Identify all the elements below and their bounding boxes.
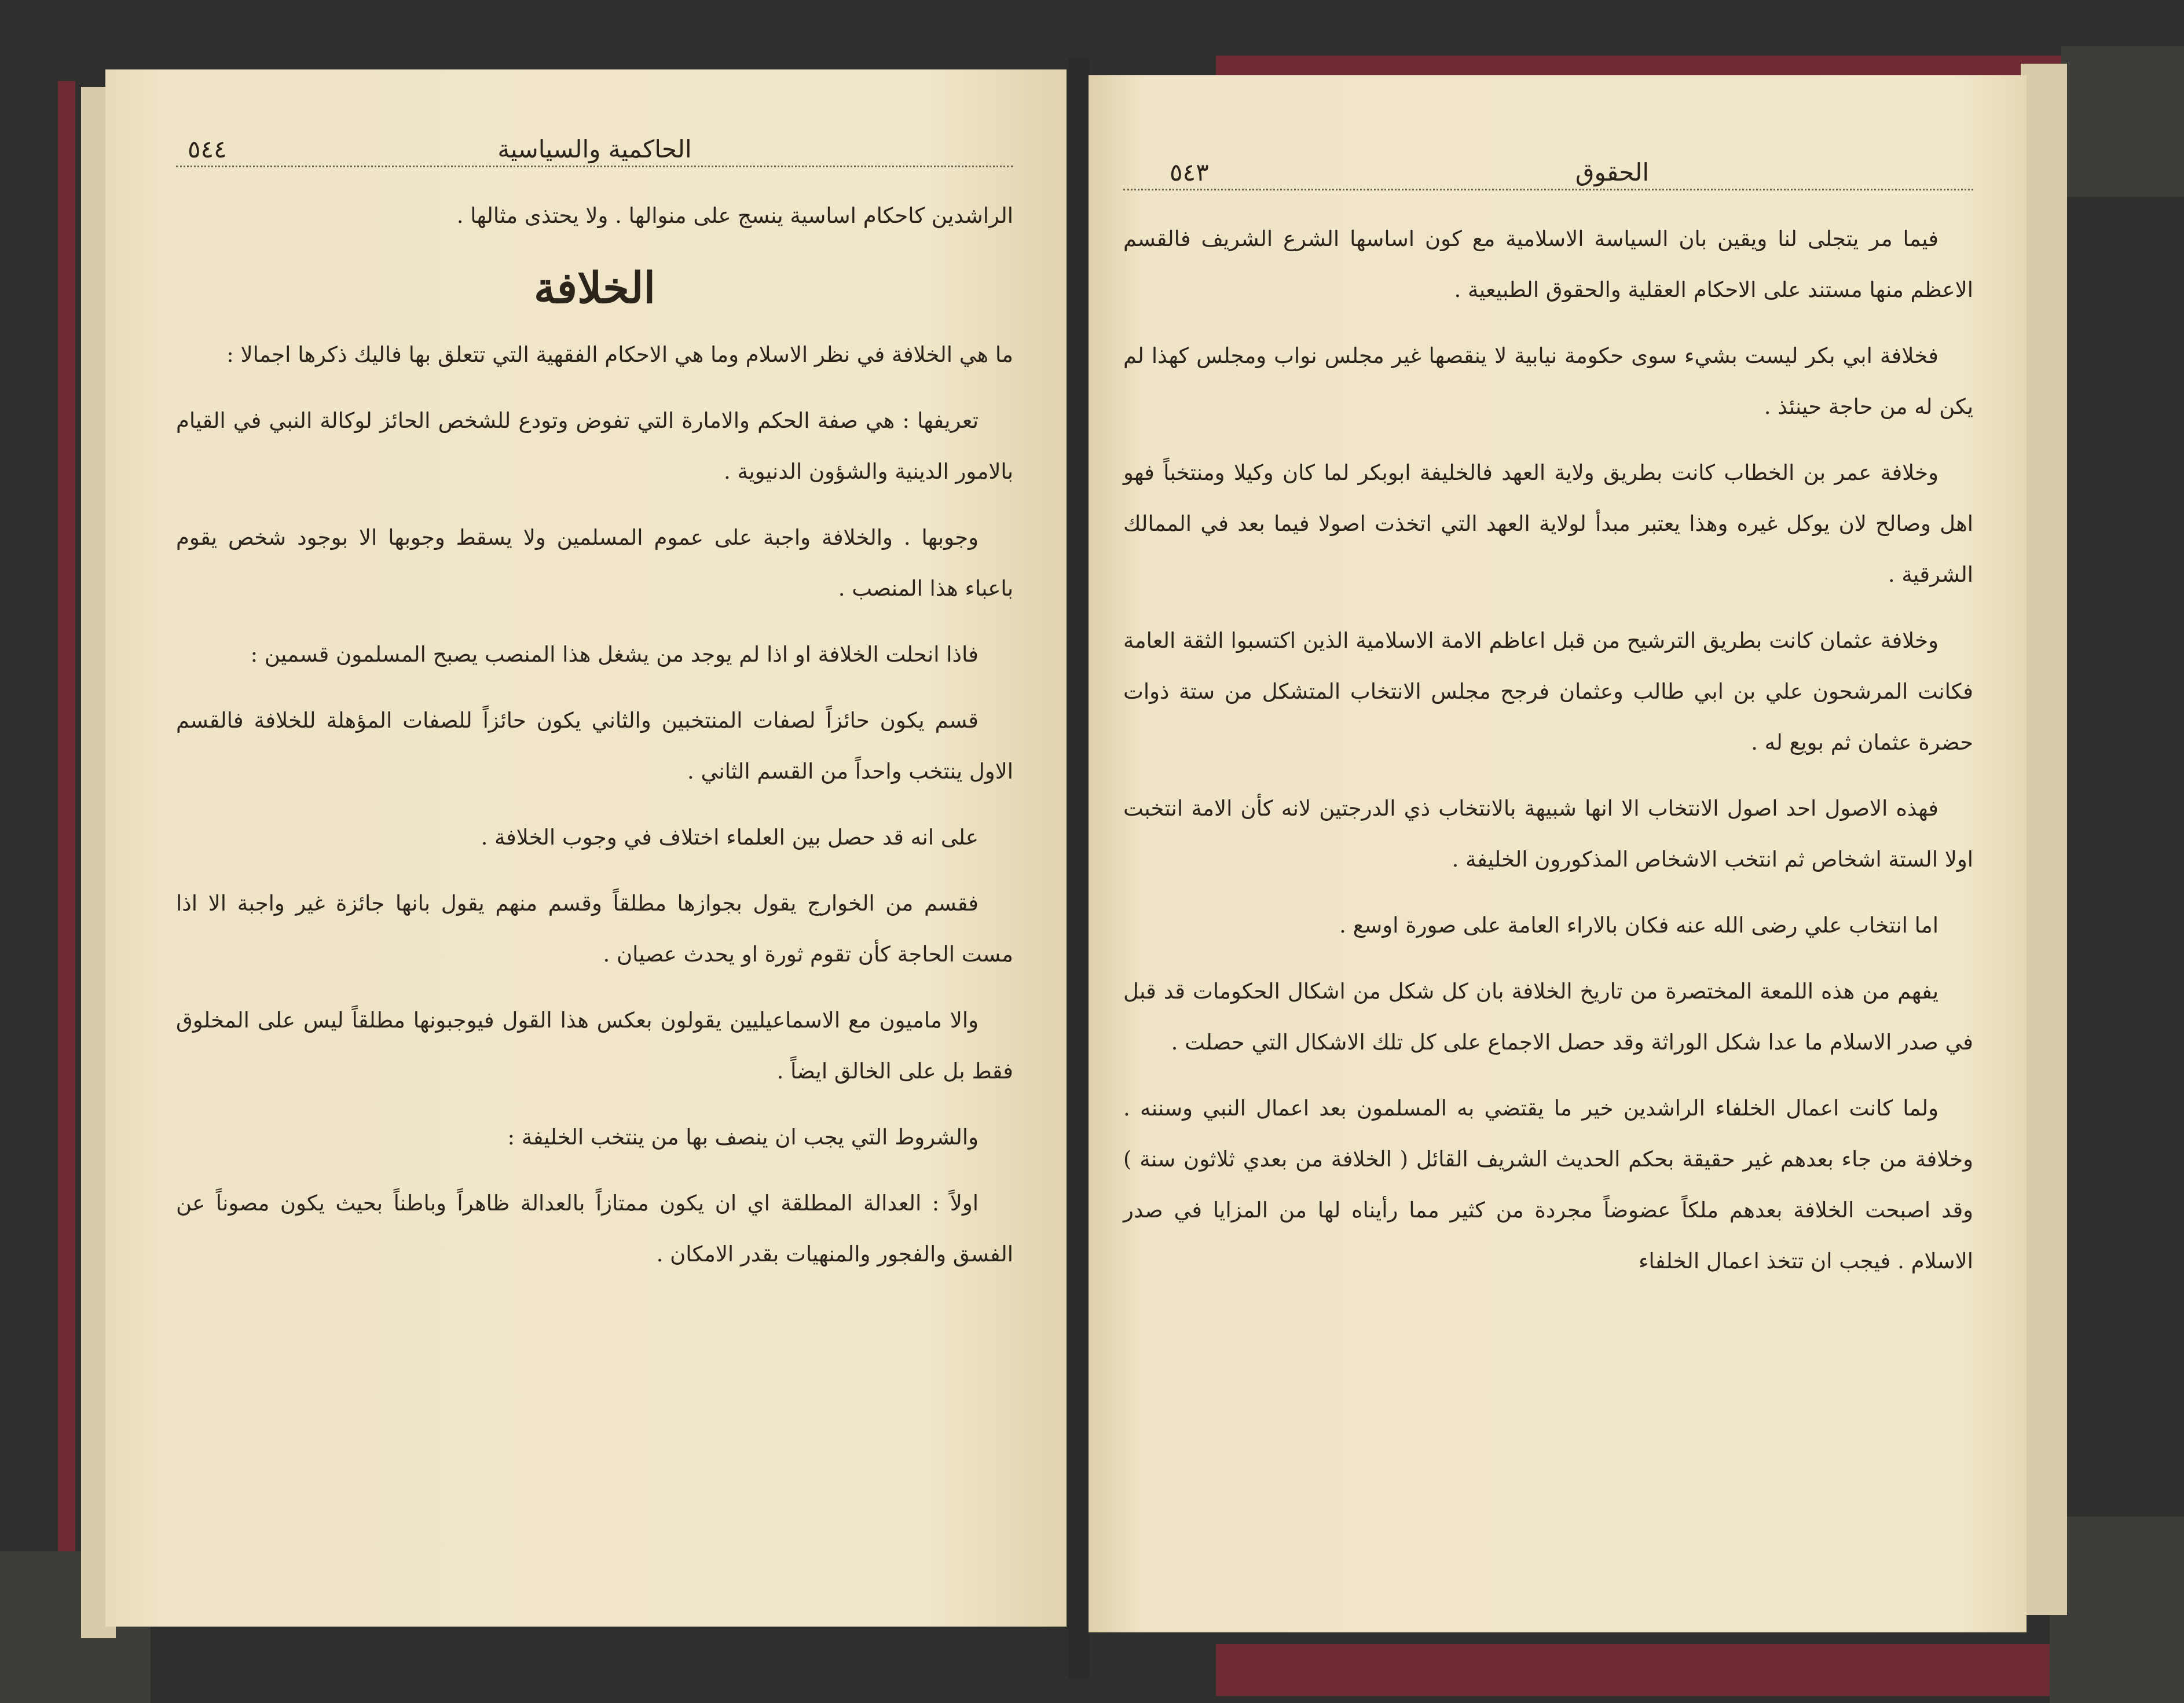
cover-corner-bottom-right — [2050, 1517, 2184, 1703]
cover-corner-top-right — [2061, 46, 2184, 197]
left-page-header — [176, 133, 1013, 167]
paragraph: على انه قد حصل بين العلماء اختلاف في وجوب الخلافة . — [481, 825, 979, 850]
paragraph: والا ماميون مع الاسماعيليين يقولون بعكس هذا القول فيوجبونها مطلقاً ليس على المخلوق فقط بل على الخالق ايضاً . — [176, 1008, 1013, 1084]
running-title: الحقوق — [1575, 158, 1649, 186]
paragraph: ولما كانت اعمال الخلفاء الراشدين خير ما يقتضي به المسلمون بعد اعمال النبي وسننه . وخلافة من جاء بعدهم غير حقيقة بحكم الحديث الشريف القائل ( الخلافة من بعدي ثلاثون سنة ) وقد اصبحت الخلافة بعدهم ملكاً عضوضاً مجردة من كثير مما رأيناه لها من المزايا في صدر الاسلام . فيجب ان تتخذ اعمال الخلفاء — [1123, 1096, 1973, 1273]
page-edges-right — [2021, 64, 2067, 1615]
paragraph: فقسم من الخوارج يقول بجوازها مطلقاً وقسم منهم يقول بانها جائزة غير واجبة الا اذا مست الحاجة كأن تقوم ثورة او يحدث عصيان . — [176, 891, 1013, 967]
paragraph: ما هي الخلافة في نظر الاسلام وما هي الاحكام الفقهية التي تتعلق بها فاليك ذكرها اجمالا : — [226, 342, 1013, 367]
section-title: الخلافة — [533, 263, 656, 313]
paragraph: اما انتخاب علي رضى الله عنه فكان بالاراء العامة على صورة اوسع . — [1339, 913, 1939, 938]
right-page-content — [1123, 156, 1973, 1302]
left-page-content — [176, 133, 1013, 1295]
paragraph: يفهم من هذه اللمعة المختصرة من تاريخ الخلافة بان كل شكل من اشكال الحكومات قد قبل في صدر الاسلام ما عدا شكل الوراثة وقد حصل الاجماع على كل تلك الاشكال التي حصلت . — [1123, 979, 1973, 1055]
paragraph: قسم يكون حائزاً لصفات المنتخبين والثاني يكون حائزاً للصفات المؤهلة للخلافة فالقسم الاول ينتخب واحداً من القسم الثاني . — [176, 708, 1013, 784]
paragraph: وخلافة عثمان كانت بطريق الترشيح من قبل اعاظم الامة الاسلامية الذين اكتسبوا الثقة العامة فكانت المرشحون علي بن ابي طالب وعثمان فرجح مجلس الانتخاب المتشكل من ستة ذوات حضرة عثمان ثم بويع له . — [1123, 628, 1973, 755]
paragraph: فخلافة ابي بكر ليست بشيء سوى حكومة نيابية لا ينقصها غير مجلس نواب ومجلس كهذا لم يكن له من حاجة حينئذ . — [1123, 343, 1973, 419]
running-title: الحاكمية والسياسية — [497, 135, 692, 163]
right-page — [1089, 75, 2027, 1632]
paragraph: فهذه الاصول احد اصول الانتخاب الا انها شبيهة بالانتخاب ذي الدرجتين لانه كأن الامة انتخبت اولا الستة اشخاص ثم انتخب الاشخاص المذكورون الخليفة . — [1123, 796, 1973, 872]
cover-edge-left — [58, 81, 75, 1563]
paragraph: فيما مر يتجلى لنا ويقين بان السياسة الاسلامية مع كون اساسها الشرع الشريف فالقسم الاعظم منها مستند على الاحكام العقلية والحقوق الطبيعية . — [1123, 226, 1973, 302]
page-number: ٥٤٤ — [188, 135, 227, 163]
paragraph: وجوبها . والخلافة واجبة على عموم المسلمين ولا يسقط وجوبها الا بوجود شخص يقوم باعباء هذا المنصب . — [176, 525, 1013, 601]
paragraph: اولاً : العدالة المطلقة اي ان يكون ممتازاً بالعدالة ظاهراً وباطناً بحيث يكون مصوناً عن الفسق والفجور والمنهيات بقدر الامكان . — [176, 1191, 1013, 1267]
right-page-header — [1123, 156, 1973, 190]
paragraph: فاذا انحلت الخلافة او اذا لم يوجد من يشغل هذا المنصب يصبح المسلمون قسمين : — [250, 642, 979, 667]
page-number: ٥٤٣ — [1170, 158, 1209, 186]
cover-edge-bottom — [1216, 1644, 2154, 1696]
book-spine — [1068, 58, 1089, 1679]
paragraph: الراشدين كاحكام اساسية ينسج على منوالها . ولا يحتذى مثالها . — [456, 203, 1013, 228]
left-page — [105, 69, 1067, 1627]
paragraph: والشروط التي يجب ان ينصف بها من ينتخب الخليفة : — [507, 1125, 979, 1150]
paragraph: وخلافة عمر بن الخطاب كانت بطريق ولاية العهد فالخليفة ابوبكر لما كان وكيلا ومنتخباً فهو اهل وصالح لان يوكل غيره وهذا يعتبر مبدأ لولاية العهد التي اتخذت اصولا فيما بعد في الممالك الشرقية . — [1123, 460, 1973, 587]
paragraph: تعريفها : هي صفة الحكم والامارة التي تفوض وتودع للشخص الحائز لوكالة النبي في القيام بالامور الدينية والشؤون الدنيوية . — [176, 408, 1013, 484]
